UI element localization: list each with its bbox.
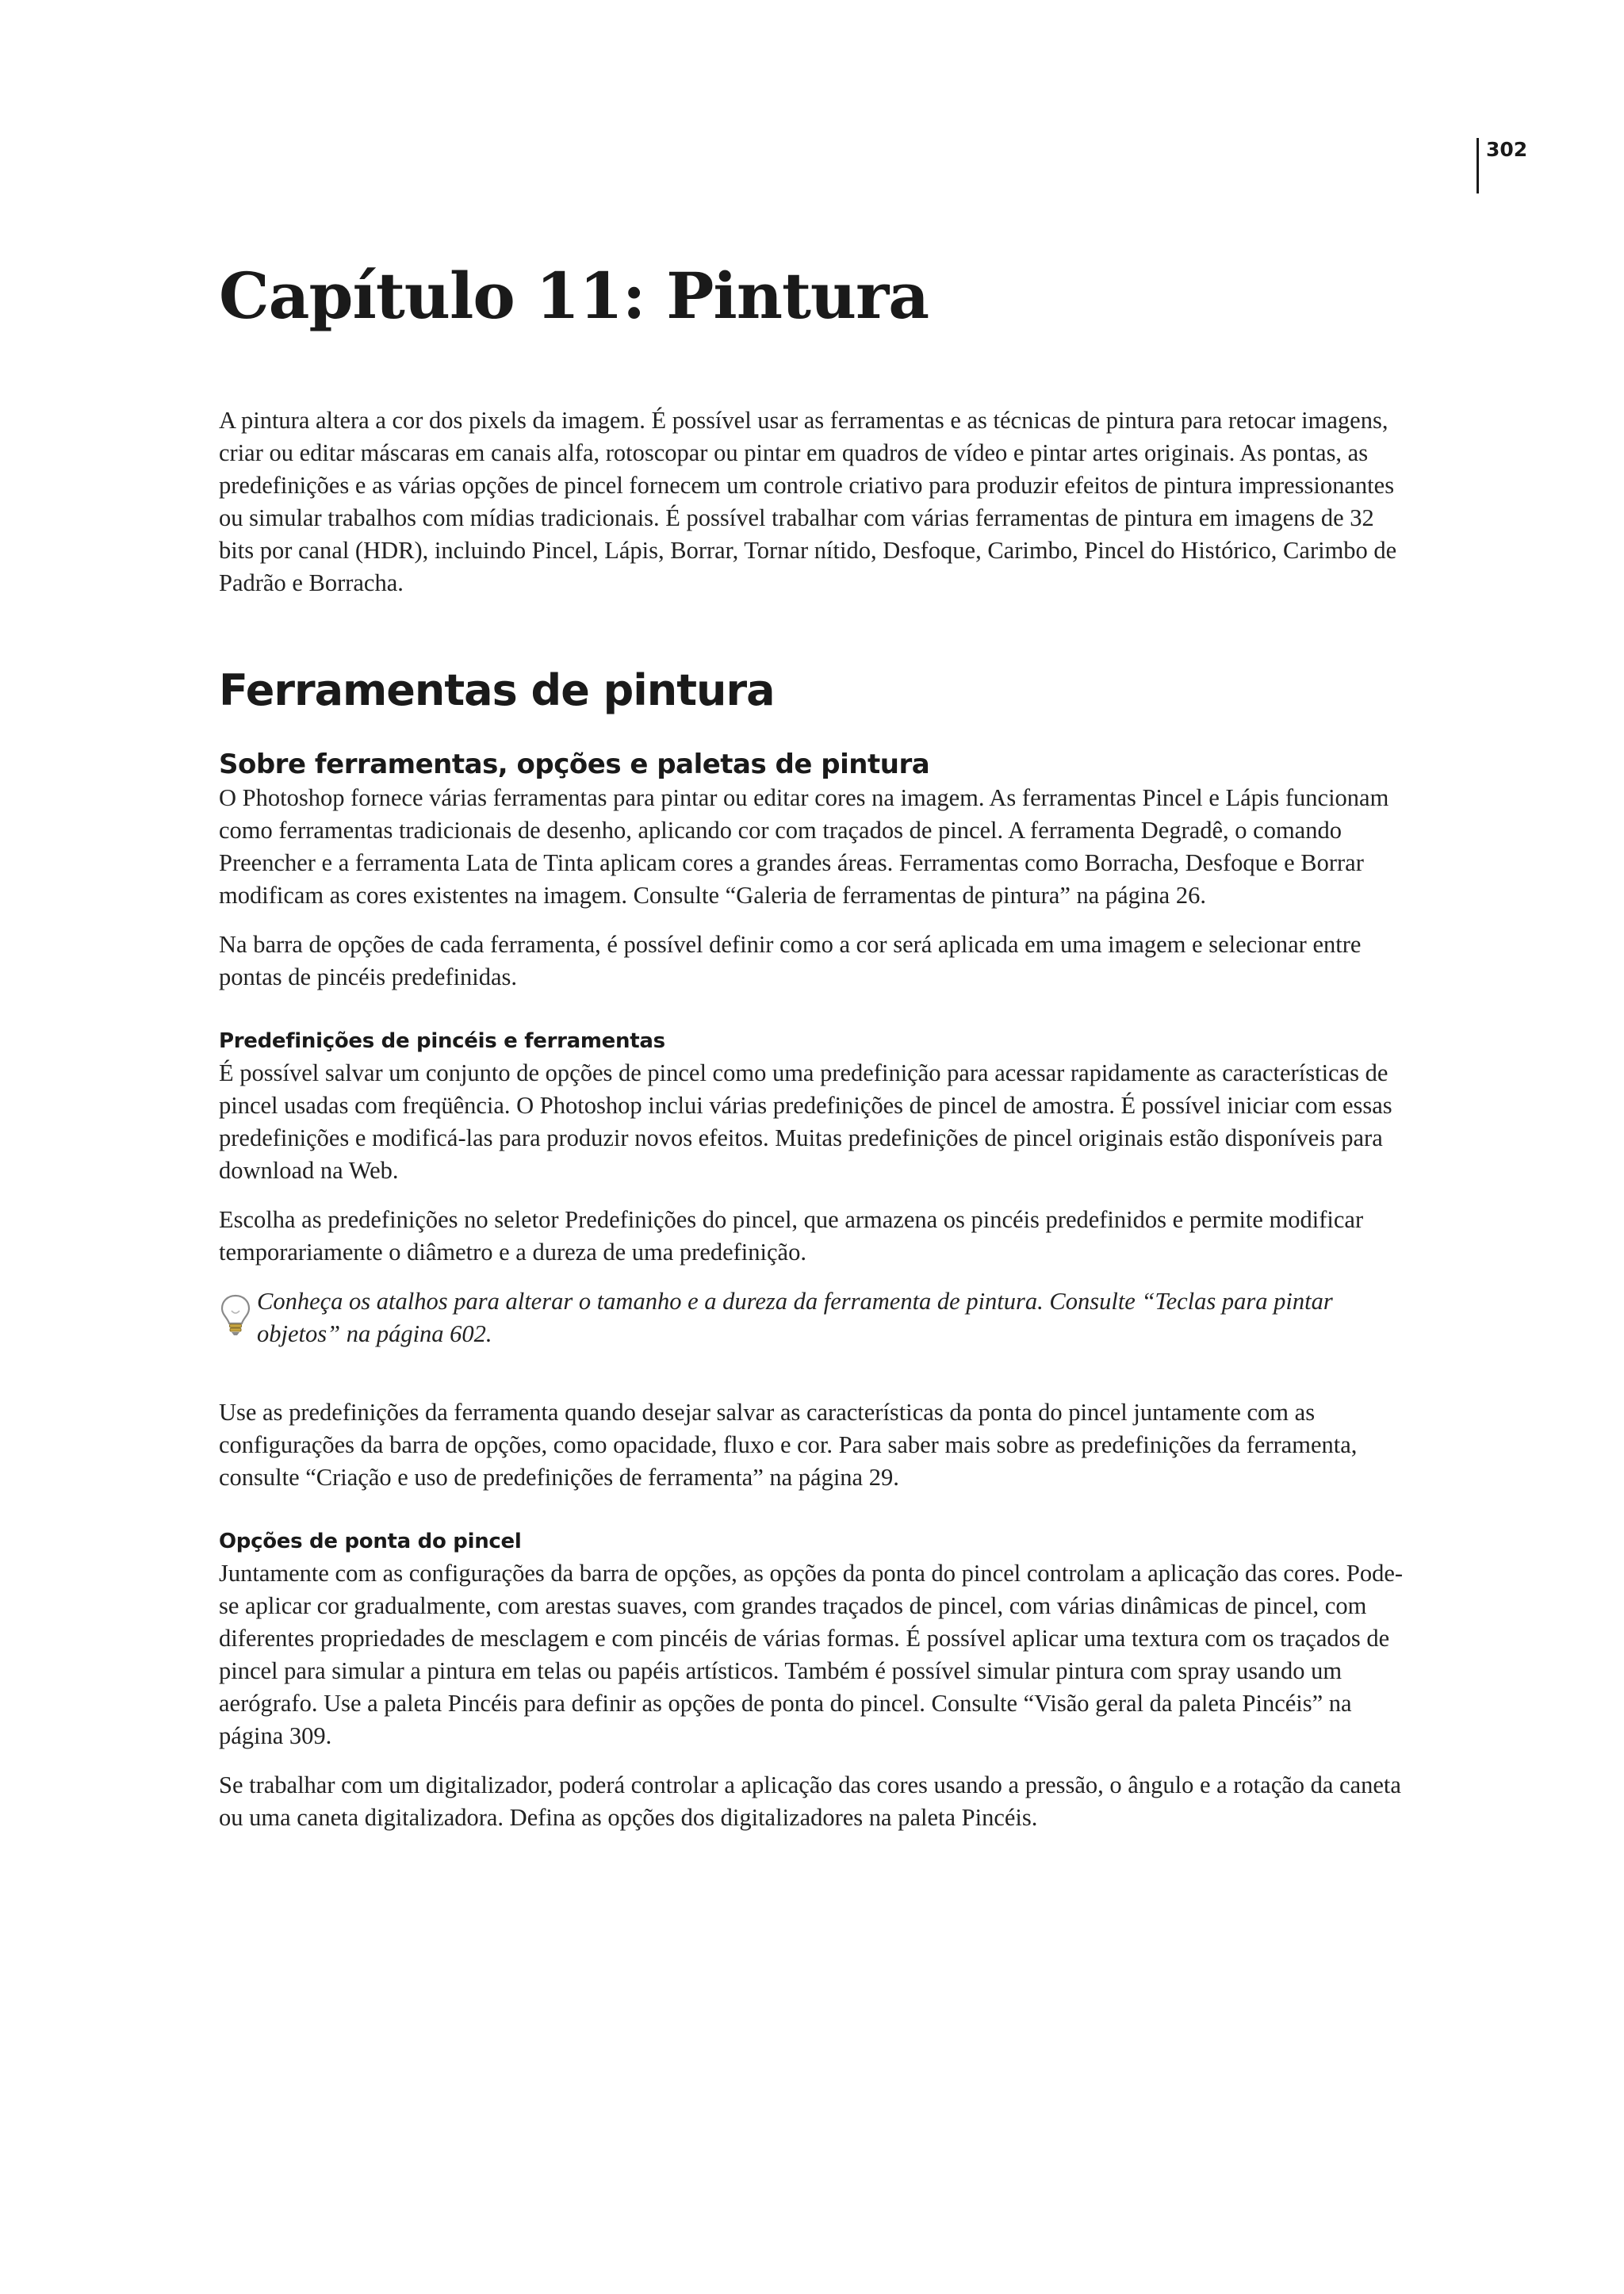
lightbulb-icon: [219, 1293, 252, 1338]
page-number: 302: [1486, 138, 1528, 161]
brush-tip-options-heading: Opções de ponta do pincel: [219, 1530, 522, 1553]
brush-tip-paragraph-2: Se trabalhar com um digitalizador, poderá controlar a aplicação das cores usando a pressão, o ângulo e a rotação da caneta ou uma caneta digitalizadora. Defina as opções dos digitalizadores na paleta Pincéis.: [219, 1771, 1401, 1831]
subsection-paragraph-1: O Photoshop fornece várias ferramentas para pintar ou editar cores na imagem. As ferramentas Pincel e Lápis funcionam como ferramentas tradicionais de desenho, aplicando cor com traçados de pincel. A ferramenta Degradê, o comando Preencher e a ferramenta Lata de Tinta aplicam cores a grandes áreas. Ferramentas como Borracha, Desfoque e Borrar modificam as cores existentes na imagem. Consulte “Galeria de ferramentas de pintura” na página 26.: [219, 784, 1389, 909]
subsection-title: Sobre ferramentas, opções e paletas de pintura: [219, 749, 930, 780]
intro-paragraph: A pintura altera a cor dos pixels da imagem. É possível usar as ferramentas e as técnicas de pintura para retocar imagens, criar ou editar máscaras em canais alfa, rotoscopar ou pintar em quadros de vídeo e pintar artes originais. As pontas, as predefinições e as várias opções de pincel fornecem um controle criativo para produzir efeitos de pintura impressionantes ou simular trabalhos com mídias tradicionais. É possível trabalhar com várias ferramentas de pintura em imagens de 32 bits por canal (HDR), incluindo Pincel, Lápis, Borrar, Tornar nítido, Desfoque, Carimbo, Pincel do Histórico, Carimbo de Padrão e Borracha.: [219, 407, 1397, 596]
brush-tip-paragraph-1: Juntamente com as configurações da barra de opções, as opções da ponta do pincel controlam a aplicação das cores. Pode-se aplicar cor gradualmente, com arestas suaves, com grandes traçados de pincel, com várias dinâmicas de pincel, com diferentes propriedades de mesclagem e com pincéis de várias formas. É possível aplicar uma textura com os traçados de pincel para simular a pintura em telas ou papéis artísticos. Também é possível simular pintura com spray usando um aerógrafo. Use a paleta Pincéis para definir as opções de ponta do pincel. Consulte “Visão geral da paleta Pincéis” na página 309.: [219, 1560, 1404, 1749]
tip-text: Conheça os atalhos para alterar o tamanho e a dureza da ferramenta de pintura. Consulte “Teclas para pintar objetos” na página 602.: [257, 1288, 1333, 1347]
subsection-paragraph-2: Na barra de opções de cada ferramenta, é possível definir como a cor será aplicada em uma imagem e selecionar entre pontas de pincéis predefinidas.: [219, 931, 1362, 990]
presets-paragraph-3: Use as predefinições da ferramenta quando desejar salvar as características da ponta do pincel juntamente com as configurações da barra de opções, como opacidade, fluxo e cor. Para saber mais sobre as predefinições da ferramenta, consulte “Criação e uso de predefinições de ferramenta” na página 29.: [219, 1399, 1358, 1491]
presets-paragraph-2: Escolha as predefinições no seletor Predefinições do pincel, que armazena os pincéis predefinidos e permite modificar temporariamente o diâmetro e a dureza de uma predefinição.: [219, 1206, 1364, 1266]
page-content: [219, 252, 1408, 1851]
chapter-title: Capítulo 11: Pintura: [219, 259, 929, 333]
tip-note: [219, 1285, 1408, 1350]
presets-paragraph-1: É possível salvar um conjunto de opções de pincel como uma predefinição para acessar rapidamente as características de pincel usadas com freqüência. O Photoshop inclui várias predefinições de pincel de amostra. É possível iniciar com essas predefinições e modificá-las para produzir novos efeitos. Muitas predefinições de pincel originais estão disponíveis para download na Web.: [219, 1059, 1392, 1184]
presets-heading: Predefinições de pincéis e ferramentas: [219, 1029, 665, 1053]
section-title: Ferramentas de pintura: [219, 665, 775, 715]
page-number-rule: [1477, 138, 1479, 193]
